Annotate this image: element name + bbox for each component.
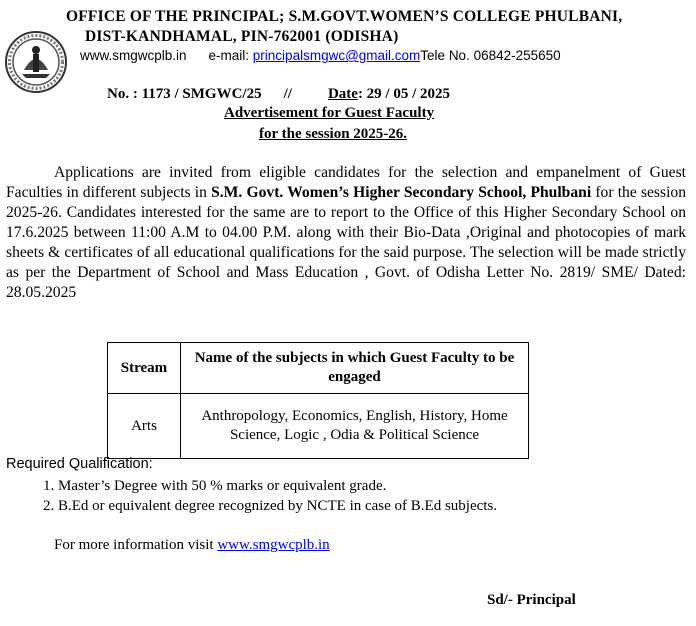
college-seal-icon [4,30,68,94]
phone-text: Tele No. 06842-255650 [420,48,561,63]
more-info-text: For more information visit [54,537,218,553]
more-info-line [54,537,330,554]
website-link[interactable]: www.smgwcplb.in [217,537,330,553]
date-value: : 29 / 05 / 2025 [357,86,451,102]
body-paragraph [6,163,686,303]
table-cell-stream: Arts [108,394,181,459]
advert-title: Advertisement for Guest Faculty [224,105,435,121]
office-header-line2: DIST-KANDHAMAL, PIN-762001 (ODISHA) [85,28,399,45]
advert-subtitle: for the session 2025-26. [259,126,408,142]
table-header-row [108,343,529,394]
reference-line [107,86,450,103]
date-label: Date [327,86,358,102]
list-item: 2. B.Ed or equivalent degree recognized by NCTE in case of B.Ed subjects. [58,496,696,516]
reference-separator: // [283,86,292,102]
reference-number: No. : 1173 / SMGWC/25 [107,86,262,102]
school-name: S.M. Govt. Women’s Higher Secondary School, Phulbani [211,184,592,201]
email-link[interactable]: principalsmgwc@gmail.com [252,48,421,63]
principal-signature: Sd/- Principal [487,592,576,608]
table-header-stream: Stream [108,343,181,394]
table-cell-subjects: Anthropology, Economics, English, History, Home Science, Logic , Odia & Political Science [181,394,529,459]
subjects-table [107,342,529,459]
table-header-subjects: Name of the subjects in which Guest Faculty to be engaged [181,343,529,394]
body-part2: for the session 2025-26. Candidates interested for the same are to report to the Office of this Higher Secondary School on 17.6.2025 between 11:00 A.M to 04.00 P.M. along with their Bio-Data ,Original and photocopies of mark sheets & certificates of all educational qualifications for the said purpose. The selection will be made strictly as per the Department of School and Mass Education , Govt. of Odisha Letter No. 2819/ SME/ Dated: 28.05.2025 [6,184,686,301]
email-label: e-mail: [208,48,253,63]
list-item: 1. Master’s Degree with 50 % marks or equivalent grade. [58,476,696,496]
table-row [108,394,529,459]
office-header-line1: OFFICE OF THE PRINCIPAL; S.M.GOVT.WOMEN’S COLLEGE PHULBANI, [66,8,623,25]
website-text: www.smgwcplb.in [80,48,187,63]
contact-line [80,48,561,63]
body-part1: Applications are invited from eligible candidates for the selection and empanelment of Guest Faculties in different subjects in [6,164,686,201]
qualification-heading: Required Qualification: [6,456,153,472]
qualification-list [6,476,696,516]
